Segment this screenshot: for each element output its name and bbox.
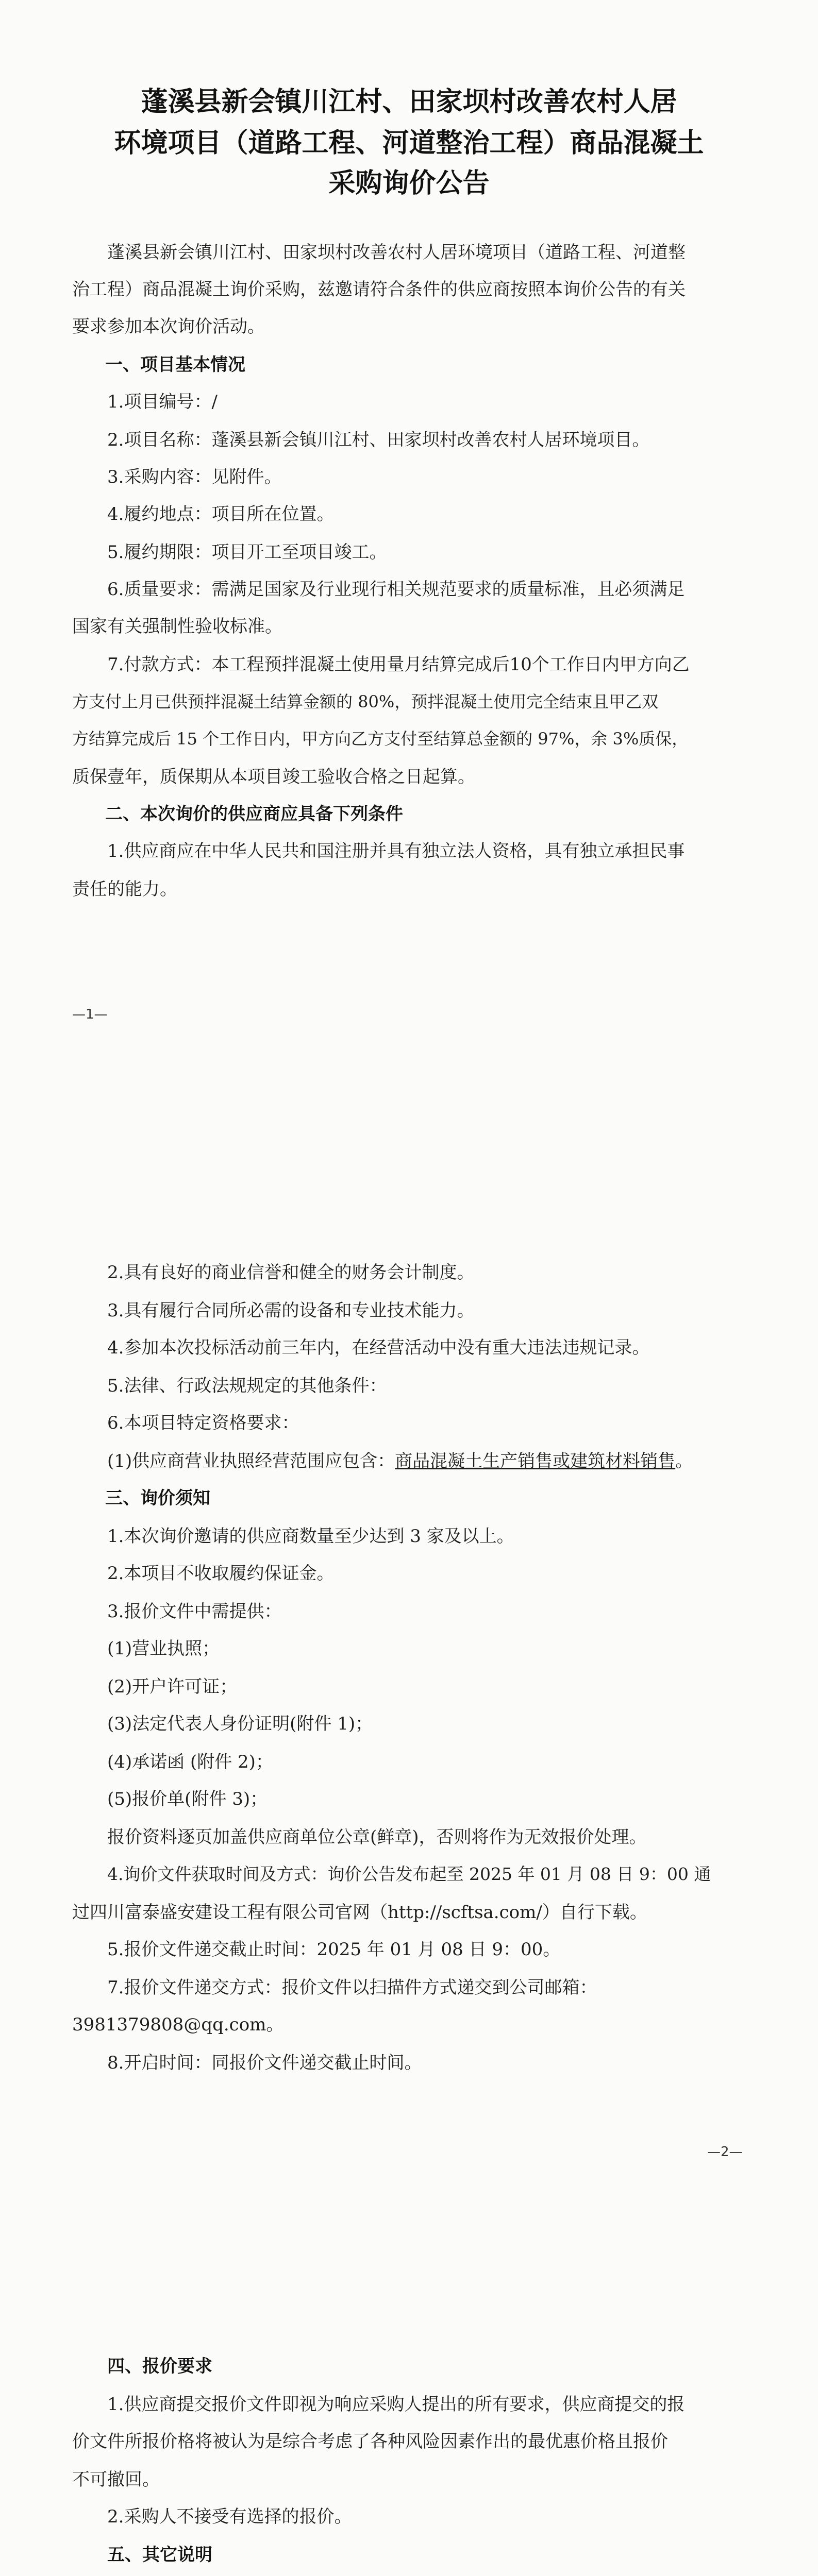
notice-3: 3.报价文件中需提供： bbox=[107, 1601, 282, 1622]
quote-req-1-line-1: 1.供应商提交报价文件即视为响应采购人提出的所有要求，供应商提交的报 bbox=[107, 2394, 685, 2415]
document-page-1 bbox=[0, 0, 818, 1154]
quality-line-1: 6.质量要求：需满足国家及行业现行相关规范要求的质量标准，且必须满足 bbox=[107, 579, 685, 600]
obtain-docs-line-2: 过四川富泰盛安建设工程有限公司官网（http://scftsa.com/）自行下载。 bbox=[72, 1902, 647, 1923]
section-1-heading: 一、项目基本情况 bbox=[105, 354, 245, 375]
payment-line-4: 质保壹年，质保期从本项目竣工验收合格之日起算。 bbox=[72, 767, 475, 787]
section-5-heading: 五、其它说明 bbox=[107, 2545, 212, 2565]
title-line-2: 环境项目（道路工程、河道整治工程）商品混凝土 bbox=[114, 128, 704, 159]
condition-2: 2.具有良好的商业信誉和健全的财务会计制度。 bbox=[107, 1262, 475, 1283]
page-number-2: —2— bbox=[707, 2144, 743, 2160]
project-name: 2.项目名称：蓬溪县新会镇川江村、田家坝村改善农村人居环境项目。 bbox=[107, 430, 650, 450]
business-scope-requirement bbox=[0, 1450, 818, 1473]
condition-3: 3.具有履行合同所必需的设备和专业技术能力。 bbox=[107, 1300, 475, 1321]
page-number-1: —1— bbox=[72, 1007, 108, 1022]
submission-email: 3981379808@qq.com。 bbox=[72, 2014, 284, 2035]
performance-period: 5.履约期限：项目开工至项目竣工。 bbox=[107, 542, 387, 563]
section-2-heading: 二、本次询价的供应商应具备下列条件 bbox=[105, 804, 403, 824]
doc-account-permit: (2)开户许可证； bbox=[107, 1676, 238, 1697]
condition-6: 6.本项目特定资格要求： bbox=[107, 1413, 299, 1433]
stamp-requirement: 报价资料逐页加盖供应商单位公章(鲜章)，否则将作为无效报价处理。 bbox=[107, 1827, 647, 1848]
quote-req-1-line-3: 不可撤回。 bbox=[72, 2469, 160, 2490]
doc-legal-rep-id: (3)法定代表人身份证明(附件 1)； bbox=[107, 1714, 373, 1734]
title-line-3: 采购询价公告 bbox=[328, 168, 490, 199]
section-3-heading: 三、询价须知 bbox=[105, 1488, 210, 1509]
doc-quotation-sheet: (5)报价单(附件 3)； bbox=[107, 1789, 268, 1809]
document-page-3 bbox=[0, 2311, 818, 2576]
condition-5: 5.法律、行政法规规定的其他条件： bbox=[107, 1376, 387, 1396]
document-page-2 bbox=[0, 1154, 818, 2311]
purchase-content: 3.采购内容：见附件。 bbox=[107, 467, 282, 487]
submission-deadline: 5.报价文件递交截止时间：2025 年 01 月 08 日 9：00。 bbox=[107, 1939, 561, 1960]
title-line-1: 蓬溪县新会镇川江村、田家坝村改善农村人居 bbox=[141, 87, 677, 117]
intro-line-1: 蓬溪县新会镇川江村、田家坝村改善农村人居环境项目（道路工程、河道整 bbox=[107, 242, 686, 263]
business-scope-prefix: (1)供应商营业执照经营范围应包含： bbox=[107, 1451, 395, 1471]
doc-commitment-letter: (4)承诺函 (附件 2)； bbox=[107, 1752, 273, 1772]
intro-line-3: 要求参加本次询价活动。 bbox=[72, 316, 265, 337]
business-scope-value: 商品混凝土生产销售或建筑材料销售 bbox=[395, 1451, 676, 1471]
payment-line-2: 方支付上月已供预拌混凝土结算金额的 80%，预拌混凝土使用完全结束且甲乙双 bbox=[72, 692, 659, 711]
payment-line-3: 方结算完成后 15 个工作日内，甲方向乙方支付至结算总金额的 97%，余 3%质保， bbox=[72, 729, 689, 749]
submission-method-line-1: 7.报价文件递交方式：报价文件以扫描件方式递交到公司邮箱： bbox=[107, 1977, 597, 1998]
quality-line-2: 国家有关强制性验收标准。 bbox=[72, 616, 282, 637]
notice-1: 1.本次询价邀请的供应商数量至少达到 3 家及以上。 bbox=[107, 1526, 514, 1547]
notice-2: 2.本项目不收取履约保证金。 bbox=[107, 1563, 335, 1584]
project-number: 1.项目编号：/ bbox=[107, 392, 218, 412]
opening-time: 8.开启时间：同报价文件递交截止时间。 bbox=[107, 2053, 422, 2073]
business-scope-suffix: 。 bbox=[675, 1451, 693, 1471]
performance-location: 4.履约地点：项目所在位置。 bbox=[107, 504, 335, 524]
intro-line-2: 治工程）商品混凝土询价采购，兹邀请符合条件的供应商按照本询价公告的有关 bbox=[72, 279, 686, 300]
doc-business-license: (1)营业执照； bbox=[107, 1638, 220, 1659]
condition-1-line-2: 责任的能力。 bbox=[72, 879, 177, 900]
quote-req-1-line-2: 价文件所报价格将被认为是综合考虑了各种风险因素作出的最优惠价格且报价 bbox=[72, 2431, 668, 2452]
payment-line-1: 7.付款方式：本工程预拌混凝土使用量月结算完成后10个工作日内甲方向乙 bbox=[107, 654, 690, 675]
section-4-heading: 四、报价要求 bbox=[107, 2356, 212, 2377]
condition-4: 4.参加本次投标活动前三年内，在经营活动中没有重大违法违规记录。 bbox=[107, 1337, 650, 1358]
condition-1-line-1: 1.供应商应在中华人民共和国注册并具有独立法人资格，具有独立承担民事 bbox=[107, 841, 685, 861]
quote-req-2: 2.采购人不接受有选择的报价。 bbox=[107, 2506, 352, 2527]
obtain-docs-line-1: 4.询价文件获取时间及方式：询价公告发布起至 2025 年 01 月 08 日 9：00 通 bbox=[107, 1864, 711, 1884]
